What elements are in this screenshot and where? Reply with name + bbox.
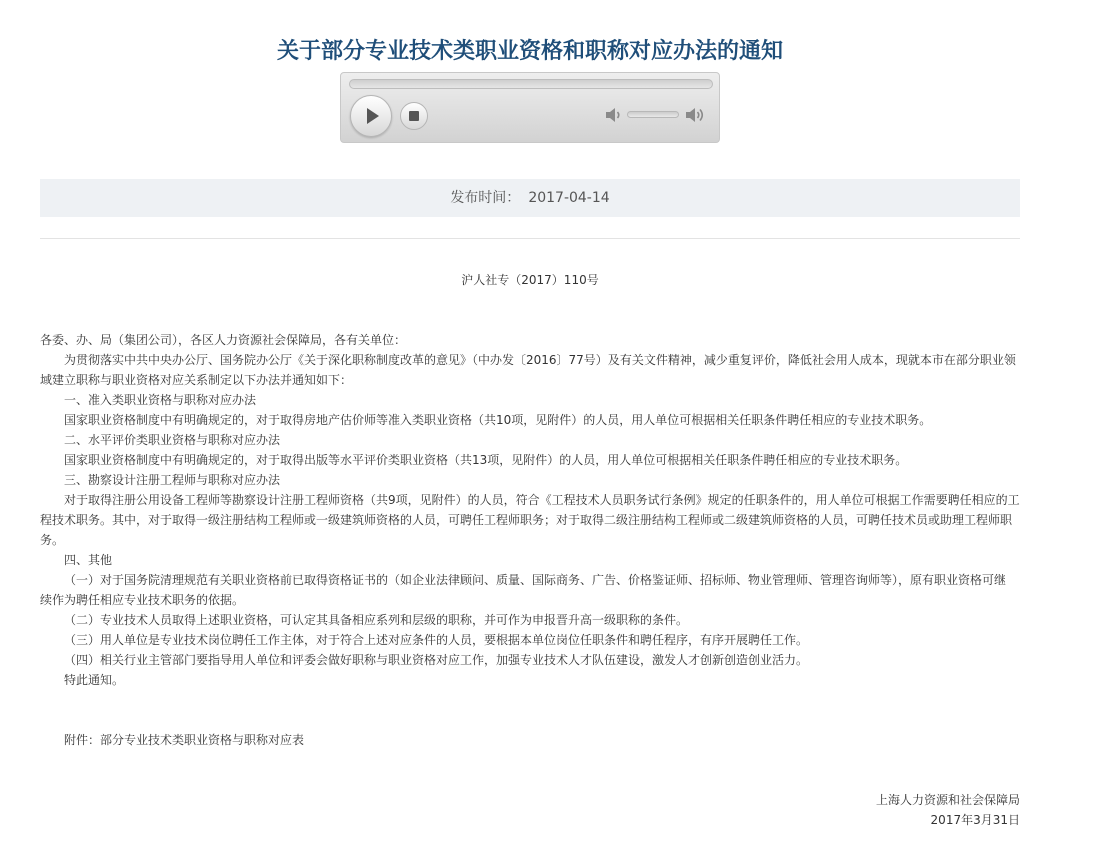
- attachment-link[interactable]: 附件：部分专业技术类职业资格与职称对应表: [64, 733, 305, 747]
- play-button[interactable]: [350, 95, 392, 137]
- stop-button[interactable]: [400, 102, 428, 130]
- section-3-title: 三、勘察设计注册工程师与职称对应办法: [64, 473, 281, 487]
- section-4-para-4: （四）相关行业主管部门要指导用人单位和评委会做好职称与职业资格对应工作，加强专业技术人才队伍建设，激发人才创新创造创业活力。: [64, 653, 809, 667]
- salutation: 各委、办、局（集团公司），各区人力资源社会保障局，各有关单位：: [40, 333, 407, 347]
- volume-low-icon[interactable]: [604, 106, 624, 124]
- document-number: 沪人社专（2017）110号: [461, 273, 599, 287]
- stop-icon: [409, 111, 419, 121]
- audio-progress-bar[interactable]: [349, 79, 713, 89]
- play-icon: [367, 108, 379, 124]
- intro-line-1: 为贯彻落实中共中央办公厅、国务院办公厅《关于深化职称制度改革的意见》（中办发〔2016〕77号）及有关文件精神，减少重复评价，降低社会用人成本，现就本市在部分职业领: [64, 353, 1016, 367]
- section-3-text-2: 程技术职务。其中，对于取得一级注册结构工程师或一级建筑师资格的人员，可聘任工程师职务；对于取得二级注册结构工程师或二级建筑师资格的人员，可聘任技术员或助理工程师职: [40, 513, 1013, 527]
- audio-player: [340, 72, 720, 143]
- signature-date: 2017年3月31日: [930, 813, 1020, 827]
- section-3-text-1: 对于取得注册公用设备工程师等勘察设计注册工程师资格（共9项，见附件）的人员，符合《工程技术人员职务试行条例》规定的任职条件的，用人单位可根据工作需要聘任相应的工: [64, 493, 1020, 507]
- publish-date-bar: [40, 179, 1020, 217]
- signature-org: 上海人力资源和社会保障局: [875, 793, 1020, 807]
- section-4-para-2: （二）专业技术人员取得上述职业资格，可认定其具备相应系列和层级的职称，并可作为申报晋升高一级职称的条件。: [64, 613, 689, 627]
- section-4-para-1-line-2: 续作为聘任相应专业技术职务的依据。: [40, 593, 245, 607]
- section-4-para-3: （三）用人单位是专业技术岗位聘任工作主体，对于符合上述对应条件的人员，要根据本单位岗位任职条件和聘任程序，有序开展聘任工作。: [64, 633, 809, 647]
- divider: [40, 238, 1020, 239]
- section-4-title: 四、其他: [64, 553, 113, 567]
- section-2-text: 国家职业资格制度中有明确规定的，对于取得出版等水平评价类职业资格（共13项，见附件）的人员，用人单位可根据相关任职条件聘任相应的专业技术职务。: [64, 453, 908, 467]
- volume-high-icon[interactable]: [684, 105, 706, 125]
- publish-date: 2017-04-14: [528, 190, 610, 206]
- intro-line-2: 域建立职称与职业资格对应关系制定以下办法并通知如下：: [40, 373, 353, 387]
- section-1-title: 一、准入类职业资格与职称对应办法: [64, 393, 257, 407]
- page-title: 关于部分专业技术类职业资格和职称对应办法的通知: [276, 39, 783, 64]
- section-3-text-3: 务。: [40, 533, 65, 547]
- volume-slider[interactable]: [627, 111, 679, 118]
- section-1-text: 国家职业资格制度中有明确规定的，对于取得房地产估价师等准入类职业资格（共10项，见附件）的人员，用人单位可根据相关任职条件聘任相应的专业技术职务。: [64, 413, 932, 427]
- section-4-para-1-line-1: （一）对于国务院清理规范有关职业资格前已取得资格证书的（如企业法律顾问、质量、国际商务、广告、价格鉴证师、招标师、物业管理师、管理咨询师等），原有职业资格可继: [64, 573, 1007, 587]
- closing-text: 特此通知。: [64, 673, 125, 687]
- publish-label: 发布时间：: [450, 190, 521, 206]
- section-2-title: 二、水平评价类职业资格与职称对应办法: [64, 433, 281, 447]
